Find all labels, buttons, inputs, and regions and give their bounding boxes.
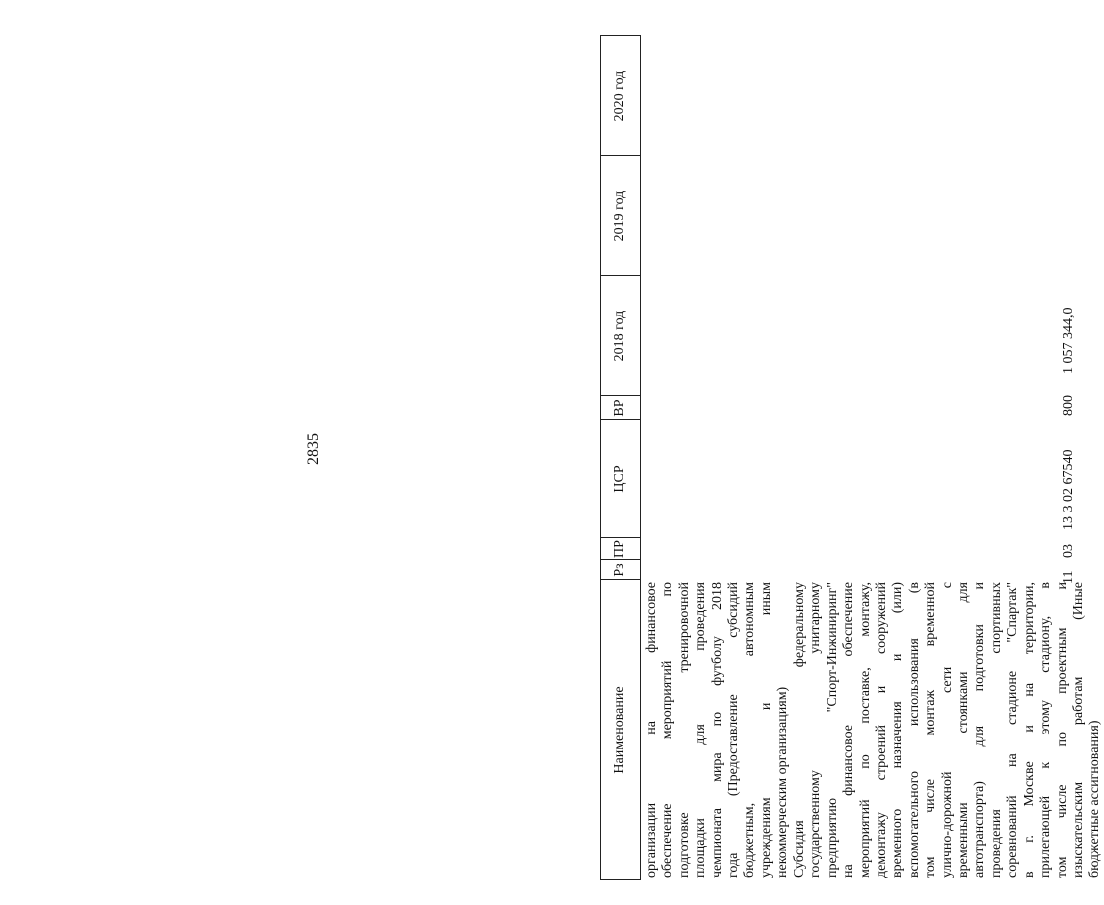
header-pr: ПР xyxy=(612,540,627,558)
row-name-line: изыскательским работам (Иные xyxy=(1070,582,1086,878)
row-name-line: том числе по проектным и xyxy=(1054,582,1070,878)
row-name-line: улично-дорожной сети с xyxy=(939,582,955,878)
page-number: 2835 xyxy=(305,433,322,465)
row-name-line: в г. Москве и на территории, xyxy=(1021,582,1037,878)
cell-2018: 1 057 344,0 xyxy=(1061,307,1076,374)
row-name-line: бюджетные ассигнования) xyxy=(1087,720,1103,878)
row-name-line: бюджетным, автономным xyxy=(742,582,758,878)
row-name-line: года (Предоставление субсидий xyxy=(726,582,742,878)
row-name-line: учреждениям и иным xyxy=(758,582,774,878)
row-name-line: площадки для проведения xyxy=(693,582,709,878)
row-name-line: мероприятий по поставке, монтажу, xyxy=(857,582,873,878)
row-name-line: вспомогательного использования (в xyxy=(906,582,922,878)
cell-pr: 03 xyxy=(1061,544,1076,558)
header-2020: 2020 год xyxy=(612,70,627,122)
header-vr: ВР xyxy=(612,399,627,417)
header-2018: 2018 год xyxy=(612,310,627,362)
table-row xyxy=(792,582,1104,878)
row-name-line: Субсидия федеральному xyxy=(792,582,807,878)
row-name-line: демонтажу строений и сооружений xyxy=(874,582,890,878)
cell-rz: 11 xyxy=(1061,570,1076,584)
row-name-line: организации на финансовое xyxy=(644,582,659,878)
row-name-line: чемпионата мира по футболу 2018 xyxy=(709,582,725,878)
table-row xyxy=(644,582,792,878)
header-2019: 2019 год xyxy=(612,190,627,242)
row-name-line: предприятию "Спорт-Инжиниринг" xyxy=(824,582,840,878)
cell-vr: 800 xyxy=(1061,395,1076,416)
row-name-line: на финансовое обеспечение xyxy=(841,582,857,878)
row-name-line: прилегающей к этому стадиону, в xyxy=(1038,582,1054,878)
budget-table xyxy=(600,35,1103,880)
row-name-line: соревнований на стадионе "Спартак" xyxy=(1005,582,1021,878)
row-name-line: временными стоянками для xyxy=(956,582,972,878)
header-bottom-border xyxy=(640,35,641,880)
row-name-line: временного назначения и (или) xyxy=(890,582,906,878)
header-rz: Рз xyxy=(612,563,627,577)
row-name-line: автотранспорта) для подготовки и xyxy=(972,582,988,878)
row-name-line: государственному унитарному xyxy=(808,582,824,878)
row-name-line: некоммерческим организациям) xyxy=(775,686,791,878)
row-name-line: подготовке тренировочной xyxy=(676,582,692,878)
cell-csr: 13 3 02 67540 xyxy=(1061,449,1076,530)
header-name: Наименование xyxy=(612,686,627,774)
row-name-line: обеспечение мероприятий по xyxy=(660,582,676,878)
row-name-line: том числе монтаж временной xyxy=(923,582,939,878)
header-csr: ЦСР xyxy=(612,465,627,493)
row-name-line: проведения спортивных xyxy=(988,582,1004,878)
